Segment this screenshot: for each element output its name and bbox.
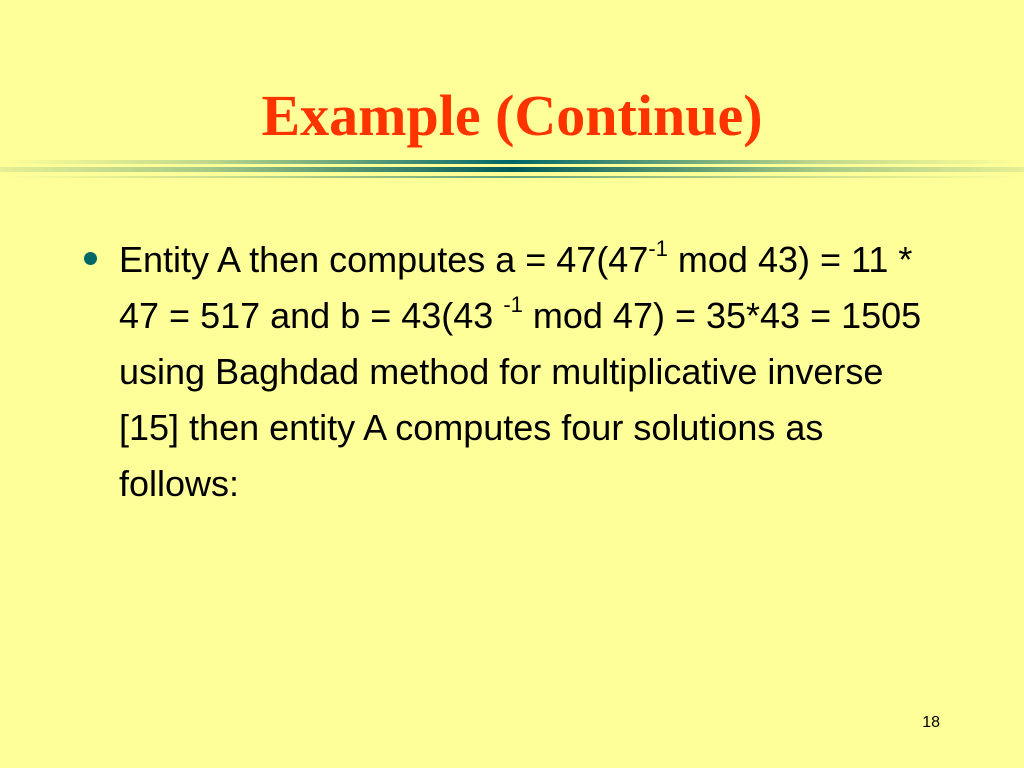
superscript: -1 (503, 292, 523, 317)
title-divider-line (0, 160, 1024, 164)
slide-title: Example (Continue) (261, 83, 763, 148)
bullet-text (119, 232, 939, 512)
page-number: 18 (922, 714, 940, 731)
title-divider-line (0, 176, 1024, 178)
bullet-text-part: Entity A then computes a = 47(47 (119, 239, 649, 280)
bullet-text-part: mod 47) = 35*43 = 1505 using Baghdad method for multiplicative inverse [15] then entity A computes four solutions as follows: (119, 295, 922, 504)
bullet-dot-icon (84, 252, 97, 265)
superscript: -1 (648, 236, 668, 261)
title-divider-line (0, 167, 1024, 172)
bullet-text-part: mod 43) = 11 * 47 = 517 and b = 43(43 (119, 239, 913, 336)
